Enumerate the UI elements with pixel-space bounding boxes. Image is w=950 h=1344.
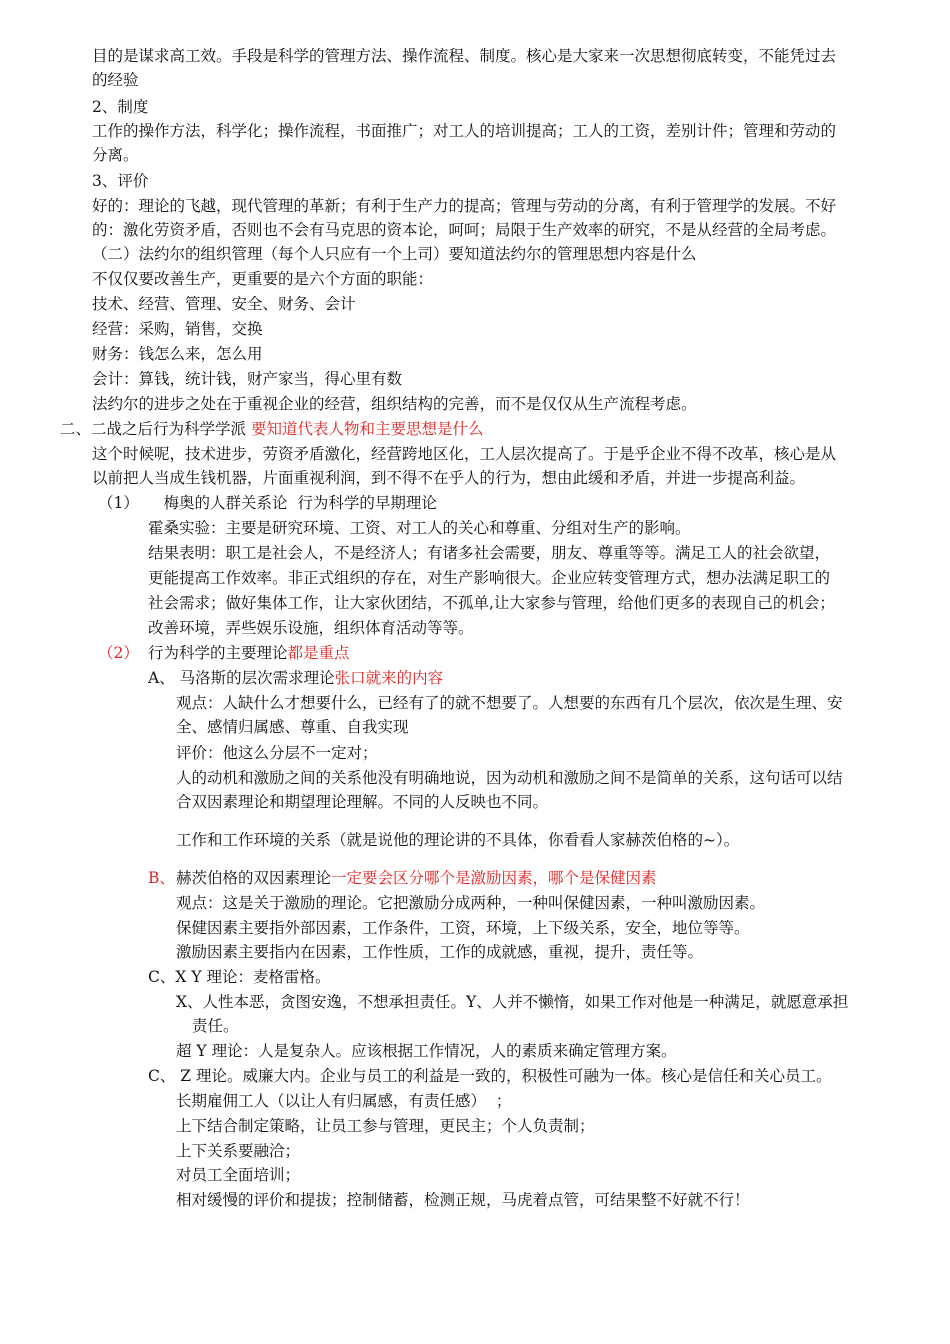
highlight-note: 张口就来的内容: [334, 669, 444, 687]
text-line: 会计：算钱，统计钱，财产家当，得心里有数: [92, 370, 403, 388]
heading-text: 二、二战之后行为科学学派: [60, 420, 251, 438]
text-line: 工作和工作环境的关系（就是说他的理论讲的不具体，你看看人家赫茨伯格的~）。: [176, 831, 740, 849]
text-line: 观点：人缺什么才想要什么，已经有了的就不想要了。人想要的东西有几个层次，依次是生理、安: [176, 694, 843, 712]
text-line: 技术、经营、管理、安全、财务、会计: [92, 295, 356, 313]
text-line: 好的：理论的飞越，现代管理的革新；有利于生产力的提高；管理与劳动的分离，有利于管理学的发展。不好: [92, 197, 837, 215]
text-line: X、人性本恶，贪图安逸，不想承担责任。Y、人并不懒惰，如果工作对他是一种满足，就愿意承担: [176, 993, 849, 1011]
heading-text: 赫茨伯格的双因素理论: [176, 869, 332, 887]
text-line: 更能提高工作效率。非正式组织的存在，对生产影响很大。企业应转变管理方式，想办法满足职工的: [148, 569, 831, 587]
text-line: 长期雇佣工人（以让人有归属感，有责任感） ；: [176, 1092, 512, 1110]
text-line: 相对缓慢的评价和提拔；控制储蓄，检测正规，马虎着点管，可结果整不好就不行！: [176, 1191, 750, 1209]
subheading: C、X Y 理论：麦格雷格。: [148, 968, 331, 986]
text-line: 的：激化劳资矛盾，否则也不会有马克思的资本论，呵呵；局限于生产效率的研究，不是从经营的全局考虑。: [92, 221, 837, 239]
text-line: 对员工全面培训；: [176, 1166, 301, 1184]
text-line: 合双因素理论和期望理论理解。不同的人反映也不同。: [176, 793, 549, 811]
text-line: 霍桑实验：主要是研究环境、工资、对工人的关心和尊重、分组对生产的影响。: [148, 519, 691, 537]
text-line: 改善环境，弄些娱乐设施，组织体育活动等等。: [148, 619, 474, 637]
text-line: 上下关系要融洽；: [176, 1142, 301, 1160]
subheading-marker: B、: [148, 869, 175, 887]
text-line: 的经验: [92, 71, 139, 89]
section-heading: 2、制度: [92, 98, 149, 116]
text-line: 人的动机和激励之间的关系他没有明确地说，因为动机和激励之间不是简单的关系，这句话可以结: [176, 769, 843, 787]
subheading: [148, 666, 443, 690]
text-line: 全、感情归属感、尊重、自我实现: [176, 718, 409, 736]
text-line: 目的是谋求高工效。手段是科学的管理方法、操作流程、制度。核心是大家来一次思想彻底转变，不能凭过去: [92, 47, 837, 65]
subheading: [176, 866, 657, 890]
text-line: 经营：采购，销售，交换: [92, 320, 263, 338]
heading-text: 行为科学的主要理论: [148, 644, 288, 662]
text-line: 以前把人当成生钱机器，片面重视利润，到不得不在乎人的行为，想由此缓和矛盾，并进一步提高利益。: [92, 469, 806, 487]
text-line: 上下结合制定策略，让员工参与管理，更民主；个人负责制；: [176, 1117, 595, 1135]
text-line: 超 Y 理论：人是复杂人。应该根据工作情况，人的素质来确定管理方案。: [176, 1042, 677, 1060]
text-line: 责任。: [192, 1017, 239, 1035]
section-heading: （二）法约尔的组织管理（每个人只应有一个上司）要知道法约尔的管理思想内容是什么: [92, 245, 697, 263]
heading-text: A、 马洛斯的层次需求理论: [148, 669, 335, 687]
numbered-marker: （2）: [98, 644, 139, 662]
text-line: 这个时候呢，技术进步，劳资矛盾激化，经营跨地区化，工人层次提高了。于是乎企业不得不改革，核心是从: [92, 445, 837, 463]
text-line: 激励因素主要指内在因素，工作性质，工作的成就感，重视，提升，责任等。: [176, 943, 704, 961]
chapter-heading: [60, 417, 483, 441]
highlight-note: 要知道代表人物和主要思想是什么: [250, 420, 484, 438]
subheading: C、 Z 理论。威廉大内。企业与员工的利益是一致的，积极性可融为一体。核心是信任和关心员工。: [148, 1067, 832, 1085]
text-line: 法约尔的进步之处在于重视企业的经营，组织结构的完善，而不是仅仅从生产流程考虑。: [92, 395, 697, 413]
numbered-heading: [148, 641, 350, 665]
text-line: 观点：这是关于激励的理论。它把激励分成两种，一种叫保健因素，一种叫激励因素。: [176, 894, 766, 912]
highlight-note: 都是重点: [287, 644, 350, 662]
numbered-heading: （1） 梅奥的人群关系论 行为科学的早期理论: [98, 494, 437, 512]
text-line: 分离。: [92, 146, 139, 164]
text-line: 保健因素主要指外部因素，工作条件，工资，环境，上下级关系，安全，地位等等。: [176, 919, 750, 937]
text-line: 结果表明：职工是社会人，不是经济人；有诸多社会需要，朋友、尊重等等。满足工人的社会欲望，: [148, 544, 831, 562]
text-line: 工作的操作方法，科学化；操作流程，书面推广；对工人的培训提高；工人的工资，差别计件；管理和劳动的: [92, 122, 837, 140]
highlight-note: 一定要会区分哪个是激励因素，哪个是保健因素: [331, 869, 657, 887]
text-line: 财务：钱怎么来，怎么用: [92, 345, 263, 363]
text-line: 社会需求；做好集体工作，让大家伙团结，不孤单,让大家参与管理，给他们更多的表现自己的机会；: [148, 594, 835, 612]
text-line: 评价：他这么分层不一定对；: [176, 744, 378, 762]
section-heading: 3、评价: [92, 172, 149, 190]
text-line: 不仅仅要改善生产，更重要的是六个方面的职能：: [92, 270, 434, 288]
